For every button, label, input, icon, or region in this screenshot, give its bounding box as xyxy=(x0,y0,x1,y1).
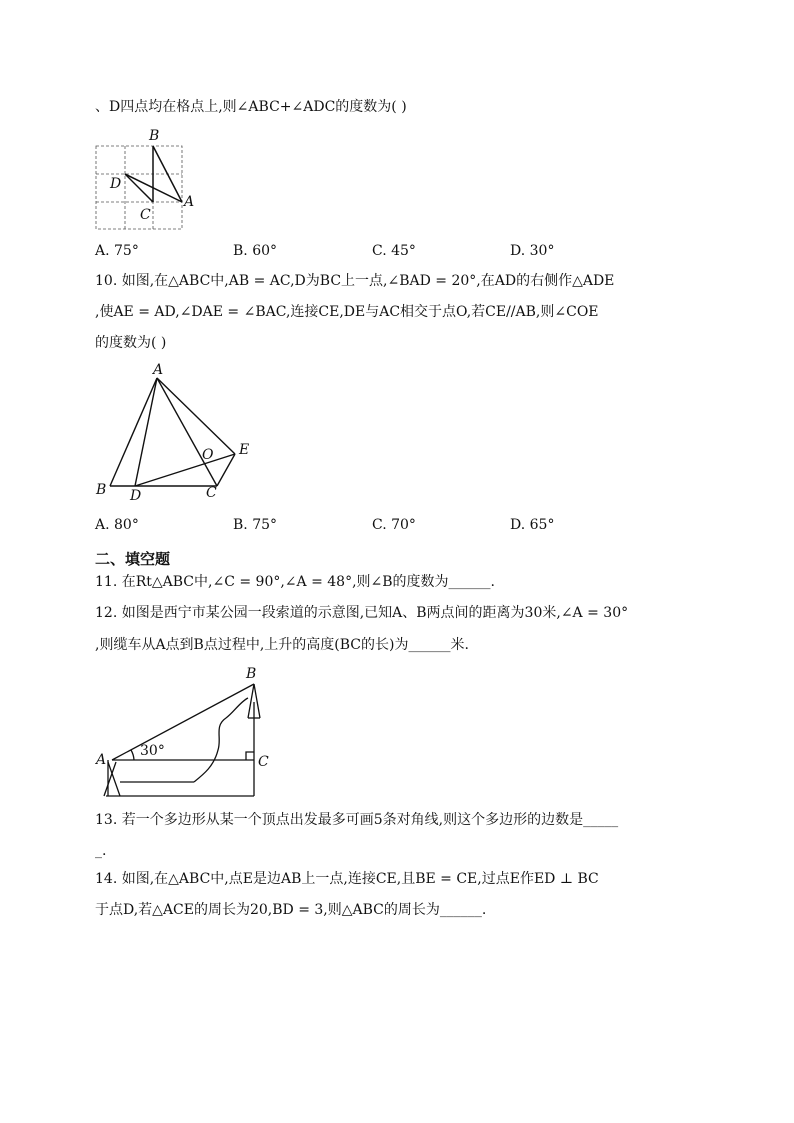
q10-line-3: 的度数为( ) xyxy=(95,335,167,351)
q11-text: 11. 在Rt△ABC中,∠C = 90°,∠A = 48°,则∠B的度数为______. xyxy=(95,574,496,590)
q13-line-2: _. xyxy=(95,843,107,859)
q10-label-c: C xyxy=(206,485,217,501)
q14-line-1: 14. 如图,在△ABC中,点E是边AB上一点,连接CE,且BE = CE,过点E作ED ⊥ BC xyxy=(95,871,599,887)
q12-angle-label: 30° xyxy=(140,743,165,759)
q10-option-c: C. 70° xyxy=(372,517,416,533)
q9-label-d: D xyxy=(110,176,122,192)
q14-line-2: 于点D,若△ACE的周长为20,BD = 3,则△ABC的周长为______. xyxy=(95,902,487,918)
q12-line-1: 12. 如图是西宁市某公园一段索道的示意图,已知A、B两点间的距离为30米,∠A = 30° xyxy=(95,605,629,621)
q12-label-a: A xyxy=(96,752,107,768)
q10-label-o: O xyxy=(202,447,214,463)
q10-label-d: D xyxy=(130,488,142,504)
q10-label-b: B xyxy=(96,482,107,498)
q9-label-b: B xyxy=(149,128,160,144)
q10-triangle-figure xyxy=(92,360,262,510)
q10-label-e: E xyxy=(239,442,250,458)
q13-line-1: 13. 若一个多边形从某一个顶点出发最多可画5条对角线,则这个多边形的边数是_____ xyxy=(95,812,619,828)
q9-label-a: A xyxy=(184,194,195,210)
q9-label-c: C xyxy=(140,207,151,223)
q10-option-b: B. 75° xyxy=(233,517,278,533)
q12-cableway-figure xyxy=(94,662,284,802)
q12-line-2: ,则缆车从A点到B点过程中,上升的高度(BC的长)为______米. xyxy=(95,637,469,653)
q9-grid-figure xyxy=(96,126,196,236)
q9-stem: 、D四点均在格点上,则∠ABC+∠ADC的度数为( ) xyxy=(95,99,407,115)
q10-option-d: D. 65° xyxy=(510,517,555,533)
q12-label-c: C xyxy=(258,754,269,770)
q9-option-a: A. 75° xyxy=(95,243,139,259)
q10-line-2: ,使AE = AD,∠DAE = ∠BAC,连接CE,DE与AC相交于点O,若CE//AB,则∠COE xyxy=(95,304,599,320)
q9-option-c: C. 45° xyxy=(372,243,416,259)
q12-label-b: B xyxy=(246,666,257,682)
q10-label-a: A xyxy=(153,362,164,378)
q10-option-a: A. 80° xyxy=(95,517,139,533)
q10-line-1: 10. 如图,在△ABC中,AB = AC,D为BC上一点,∠BAD = 20°,在AD的右侧作△ADE xyxy=(95,273,615,289)
q9-option-d: D. 30° xyxy=(510,243,555,259)
q9-option-b: B. 60° xyxy=(233,243,278,259)
section-fill-in-title: 二、填空题 xyxy=(95,550,171,568)
